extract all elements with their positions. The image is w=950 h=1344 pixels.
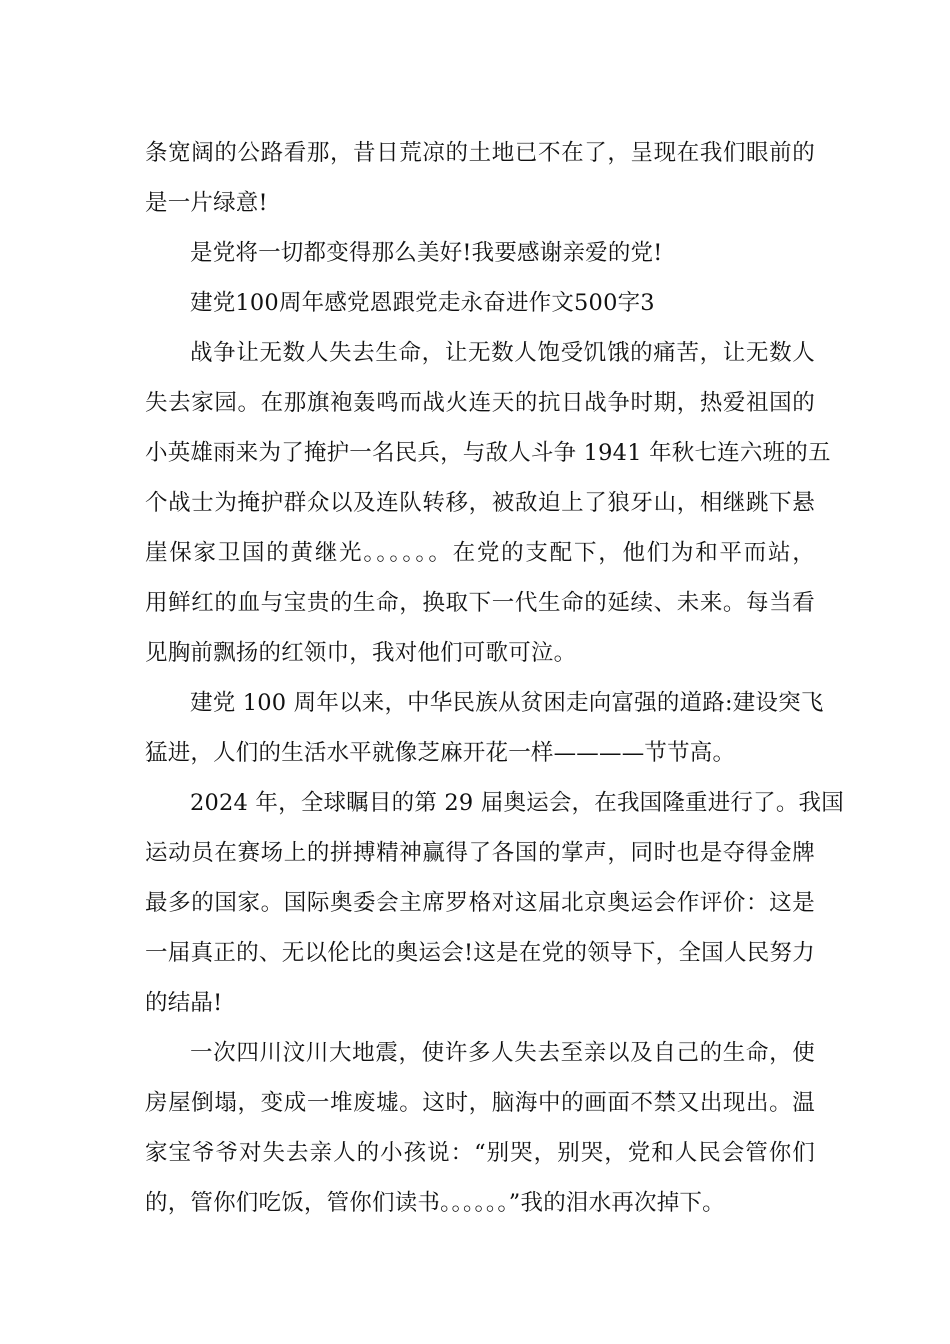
text-line: 小英雄雨来为了掩护一名民兵，与敌人斗争 1941 年秋七连六班的五 <box>145 440 831 466</box>
text-line: 猛进，人们的生活水平就像芝麻开花一样————节节高。 <box>145 740 736 766</box>
text-line: 一次四川汶川大地震，使许多人失去至亲以及自己的生命，使 <box>190 1040 815 1066</box>
text-line: 2024 年，全球瞩目的第 29 届奥运会，在我国隆重进行了。我国 <box>190 790 844 816</box>
text-line: 个战士为掩护群众以及连队转移，被敌迫上了狼牙山，相继跳下悬 <box>145 490 815 516</box>
text-line: 战争让无数人失去生命，让无数人饱受饥饿的痛苦，让无数人 <box>190 340 815 366</box>
text-line: 建党 100 周年以来，中华民族从贫困走向富强的道路:建设突飞 <box>190 690 824 716</box>
text-line: 运动员在赛场上的拼搏精神赢得了各国的掌声，同时也是夺得金牌 <box>145 840 815 866</box>
text-line: 房屋倒塌，变成一堆废墟。这时，脑海中的画面不禁又出现出。温 <box>145 1090 815 1116</box>
text-line: 家宝爷爷对失去亲人的小孩说：“别哭，别哭，党和人民会管你们 <box>145 1140 815 1166</box>
section-heading: 建党100周年感党恩跟党走永奋进作文500字3 <box>190 290 655 316</box>
document-body <box>145 128 844 1228</box>
text-line: 失去家园。在那旗袍轰鸣而战火连天的抗日战争时期，热爱祖国的 <box>145 390 815 416</box>
text-line: 是党将一切都变得那么美好!我要感谢亲爱的党! <box>190 240 663 266</box>
text-line: 一届真正的、无以伦比的奥运会!这是在党的领导下，全国人民努力 <box>145 940 815 966</box>
text-line: 条宽阔的公路看那，昔日荒凉的土地已不在了，呈现在我们眼前的 <box>145 140 815 166</box>
text-line: 的结晶! <box>145 990 223 1016</box>
text-line: 是一片绿意! <box>145 190 268 216</box>
text-line: 用鲜红的血与宝贵的生命，换取下一代生命的延续、未来。每当看 <box>145 590 815 616</box>
text-line: 的，管你们吃饭，管你们读书。。。。。。”我的泪水再次掉下。 <box>145 1190 725 1216</box>
text-line: 见胸前飘扬的红领巾，我对他们可歌可泣。 <box>145 640 577 666</box>
text-line: 最多的国家。国际奥委会主席罗格对这届北京奥运会作评价：这是 <box>145 890 815 916</box>
text-line: 崖保家卫国的黄继光。。。。。。在党的支配下，他们为和平而站， <box>145 540 815 566</box>
